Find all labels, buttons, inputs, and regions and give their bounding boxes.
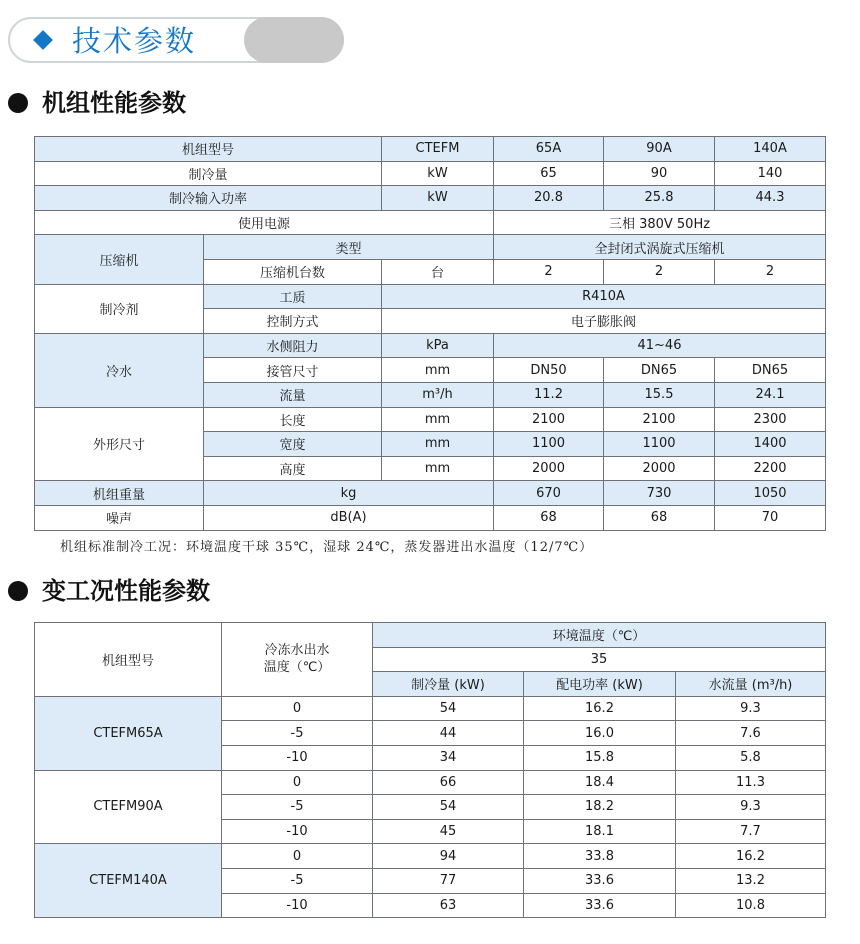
table-cell: 2300: [715, 407, 826, 432]
outlet-header-line1: 冷冻水出水: [264, 643, 330, 659]
variable-conditions-table: [34, 622, 826, 918]
table-cell: 水流量 (m³/h): [676, 672, 826, 697]
table-cell: 140A: [715, 137, 826, 162]
bullet-icon: [8, 93, 28, 113]
table-cell: 噪声: [35, 505, 204, 530]
table-cell: 16.2: [676, 844, 826, 869]
table-cell: 68: [494, 505, 604, 530]
table-cell: 0: [222, 696, 373, 721]
table-cell: DN65: [604, 358, 715, 383]
table-row: [35, 210, 826, 235]
table-cell: DN65: [715, 358, 826, 383]
table-cell: 1050: [715, 481, 826, 506]
table-cell: 压缩机: [35, 235, 204, 284]
table-cell: 全封闭式涡旋式压缩机: [494, 235, 826, 260]
table-cell: -5: [222, 868, 373, 893]
table-cell: 使用电源: [35, 210, 494, 235]
standard-conditions-note: 机组标准制冷工况：环境温度干球 35℃，湿球 24℃，蒸发器进出水温度（12/7℃）: [60, 540, 594, 555]
table-cell: 90: [604, 161, 715, 186]
table-cell: 制冷量 (kW): [373, 672, 524, 697]
table-cell: CTEFM: [382, 137, 494, 162]
table-cell: 0: [222, 844, 373, 869]
diamond-icon: [33, 30, 53, 50]
table-cell: 宽度: [204, 432, 382, 457]
table-cell: 外形尺寸: [35, 407, 204, 481]
table-cell: R410A: [382, 284, 826, 309]
table-cell: mm: [382, 432, 494, 457]
table-cell: 2000: [494, 456, 604, 481]
table-cell: 70: [715, 505, 826, 530]
table-cell: 电子膨胀阀: [382, 309, 826, 334]
table-cell: 670: [494, 481, 604, 506]
table-cell: CTEFM90A: [35, 770, 222, 844]
table-cell: CTEFM65A: [35, 696, 222, 770]
table-cell: 33.8: [524, 844, 676, 869]
table-cell: 65: [494, 161, 604, 186]
table-cell: 16.0: [524, 721, 676, 746]
table-cell: 控制方式: [204, 309, 382, 334]
table-cell: 94: [373, 844, 524, 869]
table-cell: 2: [494, 259, 604, 284]
table-cell: 68: [604, 505, 715, 530]
table-cell: 54: [373, 795, 524, 820]
section-header: [8, 17, 344, 63]
table-cell: 机组型号: [35, 137, 382, 162]
bullet-icon: [8, 581, 28, 601]
table-cell: 长度: [204, 407, 382, 432]
table-cell: mm: [382, 456, 494, 481]
table-cell: 24.1: [715, 382, 826, 407]
table-cell: 18.4: [524, 770, 676, 795]
performance-table: [34, 136, 826, 531]
section-title: 变工况性能参数: [42, 577, 210, 605]
header-title: 技术参数: [72, 24, 197, 58]
table-cell: 配电功率 (kW): [524, 672, 676, 697]
table-cell: 15.5: [604, 382, 715, 407]
section-heading-variable: [8, 576, 210, 606]
table-cell: DN50: [494, 358, 604, 383]
table-cell: 7.6: [676, 721, 826, 746]
table-cell: 35: [373, 647, 826, 672]
table-cell: 2100: [604, 407, 715, 432]
table-row: [35, 844, 826, 869]
table-cell: 13.2: [676, 868, 826, 893]
table-cell: 77: [373, 868, 524, 893]
table-cell: kW: [382, 161, 494, 186]
header-decoration: [244, 17, 344, 63]
table-cell: 10.8: [676, 893, 826, 918]
table-cell: 高度: [204, 456, 382, 481]
table-cell: 54: [373, 696, 524, 721]
table-cell: dB(A): [204, 505, 494, 530]
table-cell: kW: [382, 186, 494, 211]
table-cell: CTEFM140A: [35, 844, 222, 918]
table-cell: 类型: [204, 235, 494, 260]
table-cell: 环境温度（℃）: [373, 623, 826, 648]
table-cell: 20.8: [494, 186, 604, 211]
table-cell: 33.6: [524, 868, 676, 893]
table-cell: 流量: [204, 382, 382, 407]
table-row: [35, 481, 826, 506]
table-cell: 25.8: [604, 186, 715, 211]
table-cell: 44: [373, 721, 524, 746]
table-cell: 11.2: [494, 382, 604, 407]
table-cell: 机组重量: [35, 481, 204, 506]
table-cell: 7.7: [676, 819, 826, 844]
table-cell: 140: [715, 161, 826, 186]
table-cell: 2200: [715, 456, 826, 481]
table-cell: 16.2: [524, 696, 676, 721]
table-cell: 18.2: [524, 795, 676, 820]
table-cell: 45: [373, 819, 524, 844]
table-cell: 11.3: [676, 770, 826, 795]
table-row: [35, 333, 826, 358]
table-cell: 接管尺寸: [204, 358, 382, 383]
table-cell: 33.6: [524, 893, 676, 918]
table-cell: 1400: [715, 432, 826, 457]
table-cell: kg: [204, 481, 494, 506]
table-cell: 2100: [494, 407, 604, 432]
table-cell: -10: [222, 745, 373, 770]
table-cell: 三相 380V 50Hz: [494, 210, 826, 235]
table-row: [35, 284, 826, 309]
table-row: [35, 161, 826, 186]
table-cell: -5: [222, 721, 373, 746]
table-cell: 15.8: [524, 745, 676, 770]
table-cell: 机组型号: [35, 623, 222, 697]
table-row: [35, 407, 826, 432]
table-cell: 制冷剂: [35, 284, 204, 333]
table-cell: -5: [222, 795, 373, 820]
table-cell: 9.3: [676, 795, 826, 820]
table-cell: 2: [715, 259, 826, 284]
table-row: [35, 186, 826, 211]
table-cell: -10: [222, 819, 373, 844]
table-cell: 63: [373, 893, 524, 918]
table-row: [35, 770, 826, 795]
table-cell: 台: [382, 259, 494, 284]
table-cell: 0: [222, 770, 373, 795]
table-cell: 工质: [204, 284, 382, 309]
table-cell: m³/h: [382, 382, 494, 407]
table-cell: 65A: [494, 137, 604, 162]
section-title: 机组性能参数: [42, 89, 186, 117]
table-cell: mm: [382, 358, 494, 383]
table-cell: 2000: [604, 456, 715, 481]
table-cell: 44.3: [715, 186, 826, 211]
table-cell: 34: [373, 745, 524, 770]
table-row: [35, 623, 826, 648]
table-cell: 1100: [494, 432, 604, 457]
table-cell: 制冷输入功率: [35, 186, 382, 211]
table-cell: 66: [373, 770, 524, 795]
table-cell: 9.3: [676, 696, 826, 721]
table-row: [35, 137, 826, 162]
table-cell: 2: [604, 259, 715, 284]
table-cell: [222, 623, 373, 697]
table-cell: 90A: [604, 137, 715, 162]
outlet-header-line2: 温度（℃）: [263, 660, 331, 676]
table-cell: 41~46: [494, 333, 826, 358]
table-cell: 冷水: [35, 333, 204, 407]
table-cell: 730: [604, 481, 715, 506]
section-heading-performance: [8, 88, 186, 118]
table-cell: 1100: [604, 432, 715, 457]
table-cell: 18.1: [524, 819, 676, 844]
table-cell: -10: [222, 893, 373, 918]
table-cell: 水侧阻力: [204, 333, 382, 358]
table-cell: mm: [382, 407, 494, 432]
table-row: [35, 505, 826, 530]
table-cell: 压缩机台数: [204, 259, 382, 284]
table-cell: 5.8: [676, 745, 826, 770]
table-cell: kPa: [382, 333, 494, 358]
table-row: [35, 235, 826, 260]
table-cell: 制冷量: [35, 161, 382, 186]
table-row: [35, 696, 826, 721]
